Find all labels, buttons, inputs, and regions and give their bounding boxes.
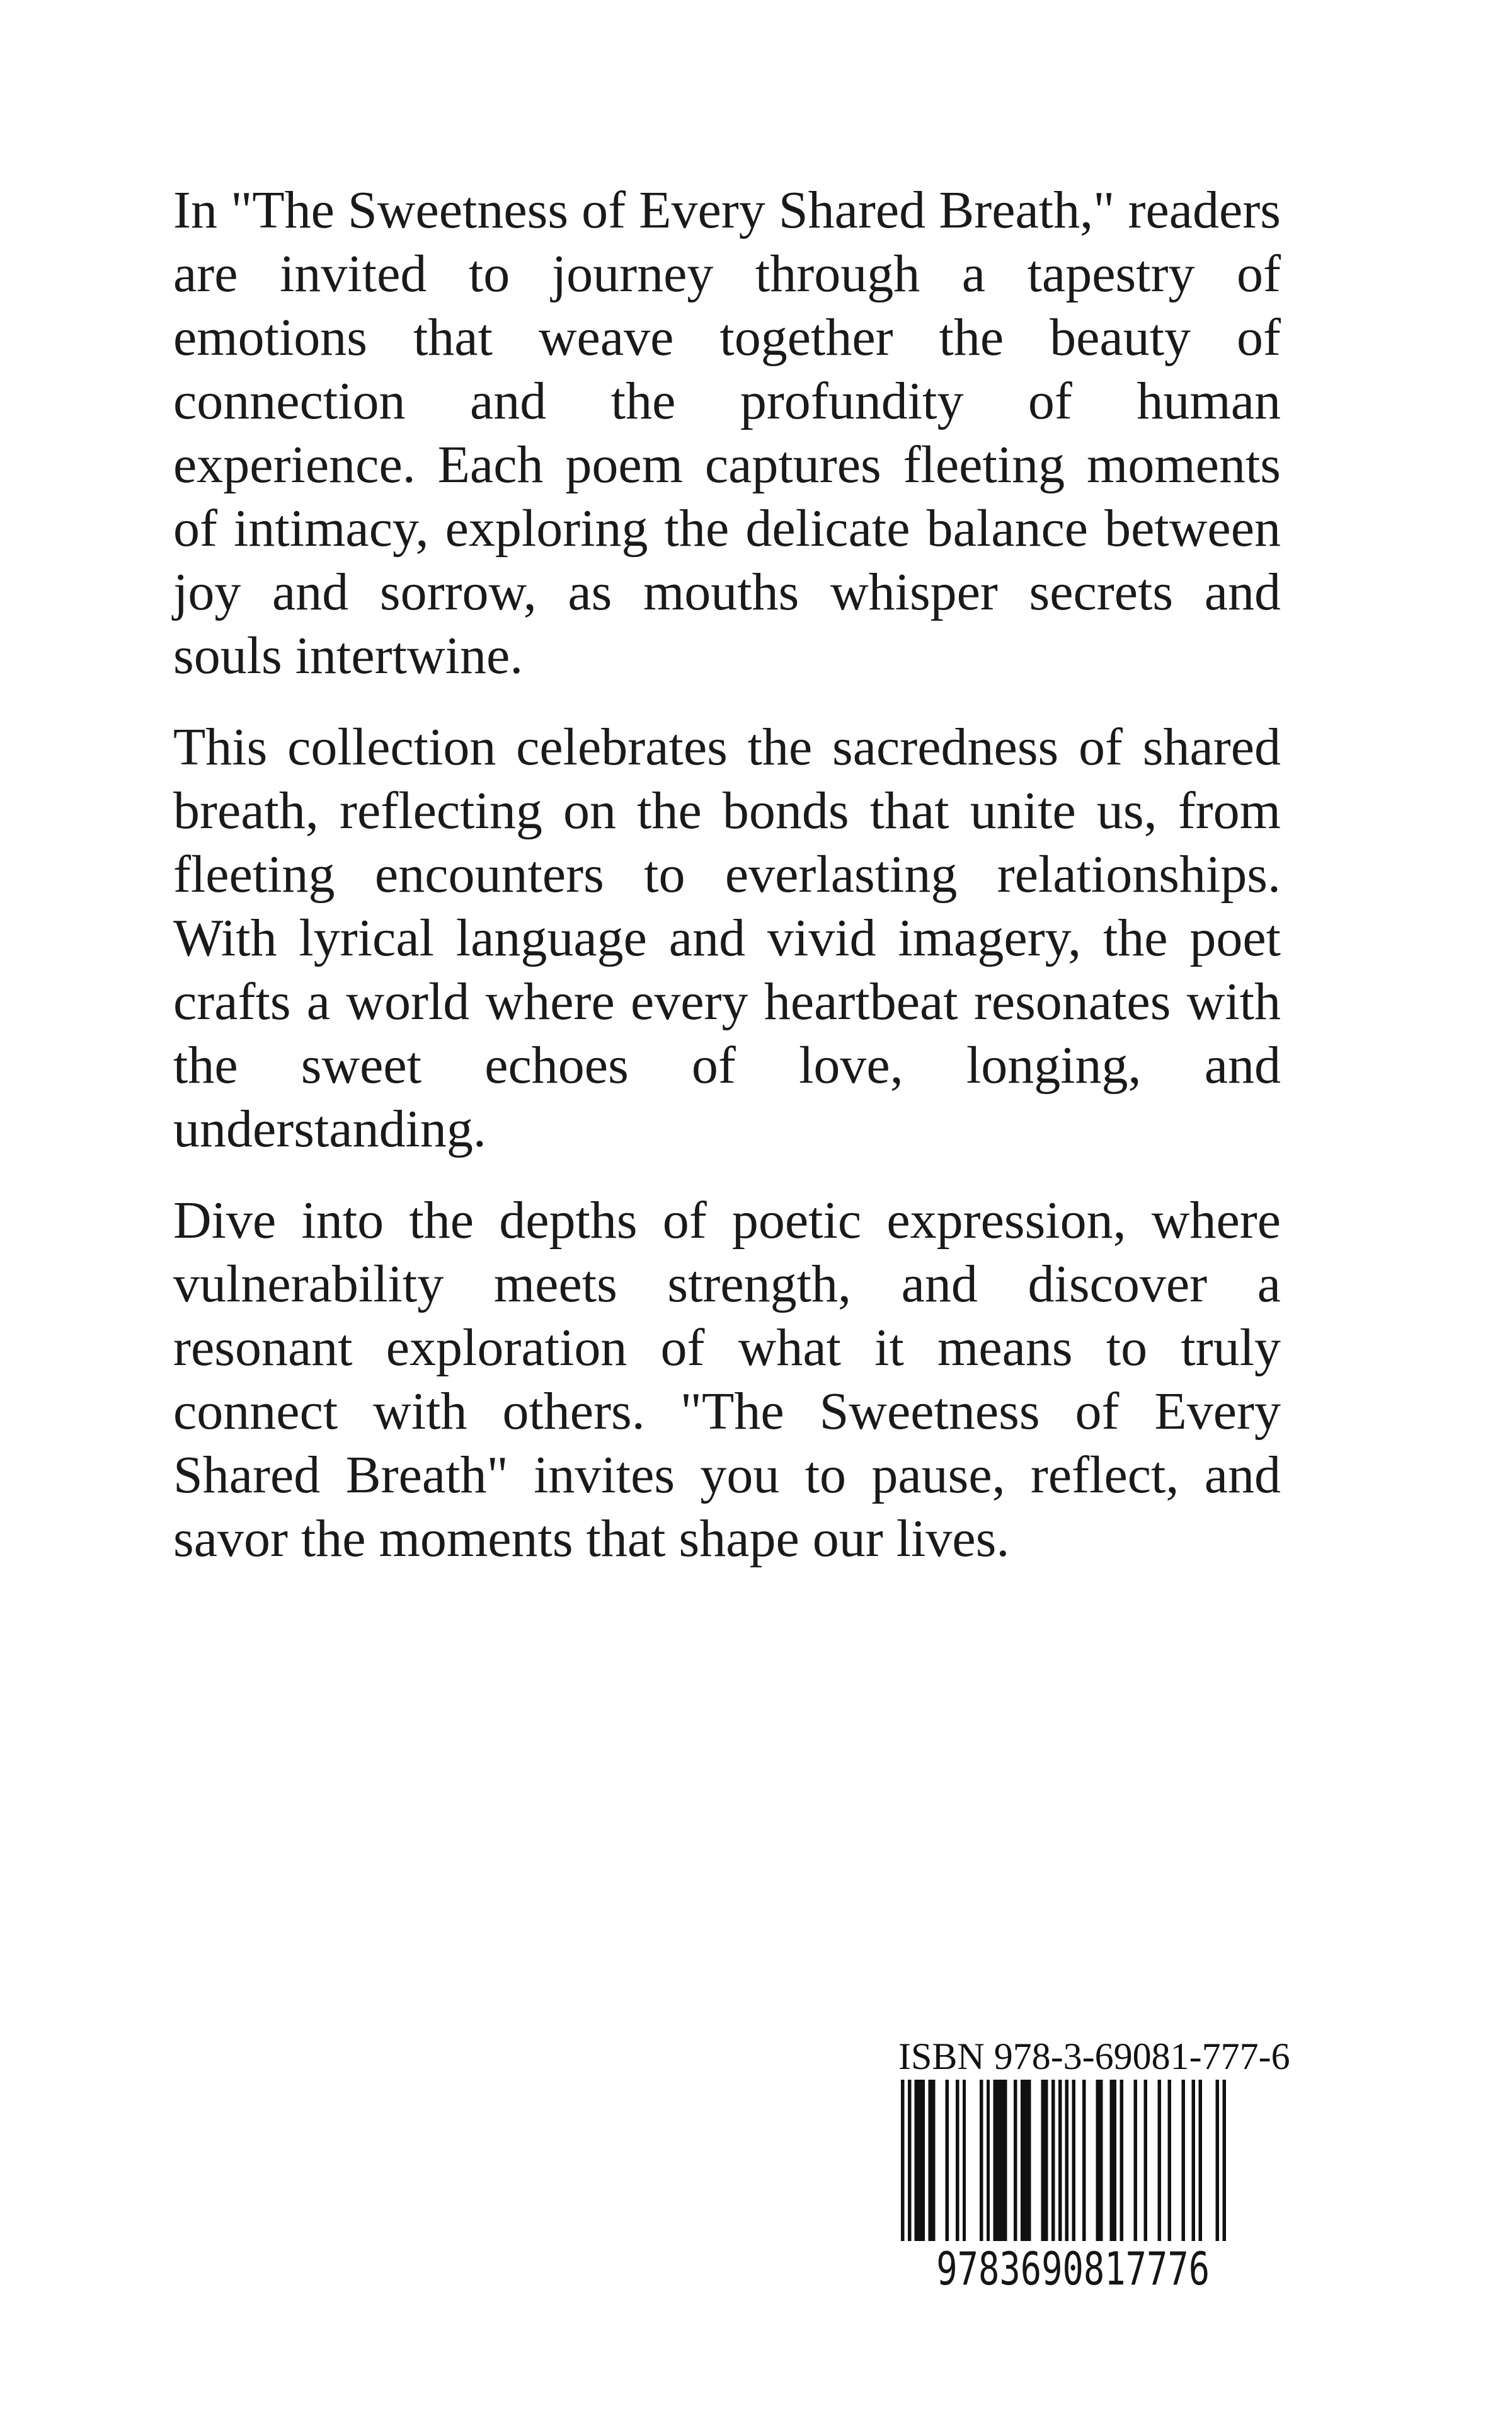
barcode-bar: [980, 2080, 983, 2241]
synopsis-line: of intimacy, exploring the delicate balance between: [173, 499, 1281, 558]
barcode-bar: [1021, 2080, 1031, 2241]
barcode-bar: [946, 2080, 949, 2241]
synopsis-line: connection and the profundity of human: [173, 372, 1281, 430]
barcode-bar: [928, 2080, 935, 2241]
barcode-bar: [1223, 2080, 1226, 2241]
synopsis-line: understanding.: [173, 1100, 486, 1158]
synopsis-line: In "The Sweetness of Every Shared Breath," readers: [173, 181, 1281, 239]
barcode-bar: [994, 2080, 1007, 2241]
barcode-bar: [1051, 2080, 1055, 2241]
synopsis-line: emotions that weave together the beauty of: [173, 308, 1281, 367]
isbn-block: [898, 2033, 1290, 2295]
book-synopsis: [173, 178, 1281, 1598]
synopsis-line: resonant exploration of what it means to truly: [173, 1318, 1281, 1377]
barcode-bar: [1157, 2080, 1160, 2241]
synopsis-paragraph: [173, 178, 1281, 688]
barcode-bar: [1058, 2080, 1062, 2241]
barcode-bar: [1181, 2080, 1184, 2241]
barcode-bar: [901, 2080, 904, 2241]
synopsis-line: joy and sorrow, as mouths whisper secrets and: [173, 563, 1281, 621]
synopsis-line: experience. Each poem captures fleeting moments: [173, 435, 1281, 494]
barcode-bar: [1216, 2080, 1219, 2241]
synopsis-line: vulnerability meets strength, and discover a: [173, 1255, 1281, 1313]
barcode-bar: [987, 2080, 990, 2241]
isbn-label: ISBN 978-3-69081-777-6: [898, 2036, 1290, 2077]
barcode-bar: [1072, 2080, 1075, 2241]
synopsis-line: the sweet echoes of love, longing, and: [173, 1036, 1281, 1095]
synopsis-line: Shared Breath" invites you to pause, reflect, and: [173, 1446, 1281, 1504]
barcode-bar: [908, 2080, 911, 2241]
barcode-bar: [1109, 2080, 1116, 2241]
barcode-bar: [1144, 2080, 1147, 2241]
barcode-bar: [1120, 2080, 1123, 2241]
barcode-bar: [1192, 2080, 1195, 2241]
barcode-bar: [1096, 2080, 1103, 2241]
synopsis-line: This collection celebrates the sacredness of shared: [173, 718, 1281, 776]
synopsis-line: connect with others. "The Sweetness of Every: [173, 1382, 1281, 1441]
synopsis-paragraph: [173, 1189, 1281, 1570]
synopsis-line: With lyrical language and vivid imagery, the poet: [173, 909, 1281, 967]
isbn-number: 9783690817776: [936, 2242, 1210, 2295]
barcode-bar: [1014, 2080, 1017, 2241]
synopsis-line: fleeting encounters to everlasting relationships.: [173, 845, 1281, 904]
barcode-bar: [1041, 2080, 1048, 2241]
barcode-bar: [1082, 2080, 1085, 2241]
barcode-bar: [1133, 2080, 1137, 2241]
synopsis-line: are invited to journey through a tapestry of: [173, 245, 1281, 303]
barcode-bar: [956, 2080, 959, 2241]
synopsis-paragraph: [173, 715, 1281, 1161]
synopsis-line: Dive into the depths of poetic expression, where: [173, 1191, 1281, 1250]
barcode-bar: [1199, 2080, 1202, 2241]
synopsis-line: souls intertwine.: [173, 626, 524, 685]
barcode-bar: [1065, 2080, 1068, 2241]
synopsis-line: savor the moments that shape our lives.: [173, 1509, 1010, 1568]
synopsis-line: crafts a world where every heartbeat resonates with: [173, 972, 1281, 1031]
barcode-bar: [1168, 2080, 1171, 2241]
barcode-bar: [915, 2080, 925, 2241]
synopsis-line: breath, reflecting on the bonds that unite us, from: [173, 781, 1281, 840]
barcode-bar: [963, 2080, 966, 2241]
ean13-barcode: [901, 2080, 1226, 2241]
